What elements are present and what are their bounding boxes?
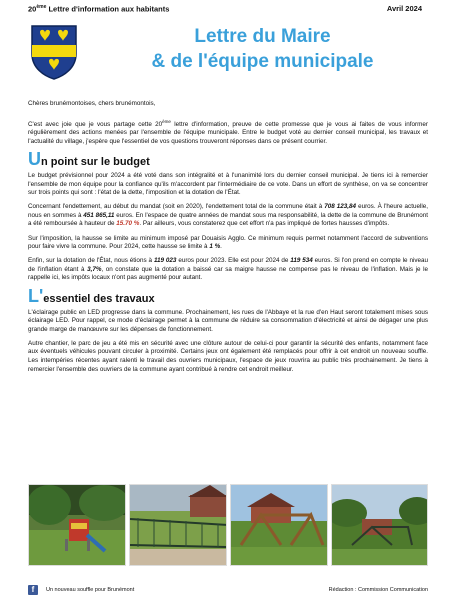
section-title-travaux: L'essentiel des travaux (28, 285, 155, 306)
budget-paragraph-dotation: Enfin, sur la dotation de l'État, nous étions à 119 023 euros pour 2023. Elle est pour 2024 de 119 534 euros. Si l'on prend en compte le niveau de l'inflation étant à 3,7%, on constate que la dotation a baissé car sa maigre hausse ne compense pas le niveau de l'inflation. Mais je le rappelle ici, les impôts locaux n'ont pas augmenté pour autant. (28, 257, 429, 282)
photo-playground-wide (331, 484, 428, 566)
letter-body (28, 100, 428, 380)
budget-paragraph-tax: Sur l'imposition, la hausse se limite au minimum imposé par Douaisis Agglo. Ce minimum requis permet notamment l'accord de subventions pour faire vivre la commune. Pour 2024, cette hausse se limite à 1 %. (28, 234, 428, 251)
header-bar (28, 4, 422, 16)
section-title-budget: Un point sur le budget (28, 148, 150, 169)
photo-playground-fence (129, 484, 227, 566)
budget-paragraph-1: Le budget prévisionnel pour 2024 a été voté dans son intégralité et à l'unanimité lors du dernier conseil municipal. Je tiens ici à remercier l'ensemble de mon équipe pour la confiance qu'ils m'accordent par l'intermédiaire de ce vote. Dans un effort de synthèse, on va se concentrer sur trois points qui sont : l'état de la dette, l'imposition et la dotation de l'État. (28, 171, 428, 197)
facebook-page-name[interactable]: Un nouveau souffle pour Brunémont (46, 587, 135, 593)
photo-playground-swings (230, 484, 328, 566)
photo-strip (28, 484, 428, 566)
facebook-icon[interactable]: f (28, 585, 38, 595)
greeting: Chères brunémontoises, chers brunémontois, (28, 100, 156, 107)
title-line-2: & de l'équipe municipale (151, 51, 374, 72)
editorial-credit: Rédaction : Commission Communication (328, 587, 428, 593)
photo-playground-slide (28, 484, 126, 566)
travaux-paragraph-2: Autre chantier, le parc de jeu a été mis en sécurité avec une clôture autour de celui-ci pour garantir la sécurité des enfants, notamment face aux éventuels véhicules pouvant circuler à proximité. Certains jeux ont également été remplacés pour offrir à cet endroit un nouveau souffle. Les intempéries récentes ayant ralenti le travail des ouvriers municipaux, l'espace de jeux rouvrira au public très prochainement. Je tiens à remercier l'ensemble des ouvriers de la commune ayant contribué à rendre cet endroit meilleur. (28, 339, 428, 373)
issue-label: 20ème Lettre d'information aux habitants (28, 4, 170, 14)
budget-paragraph-debt: Concernant l'endettement, au début du mandat (soit en 2020), l'endettement total de la commune était à 708 123,84 euros. À l'heure actuelle, nous en sommes à 451 865,11 euros. En l'espace de quatre années de mandat sous ma responsabilité, la dette de la commune de Brunémont a été remboursée à hauteur de 15.70 %. Par ailleurs, vous constaterez que cet effort n'a pas impliqué de fortes hausses d'impôts. (28, 203, 429, 228)
intro-paragraph: C'est avec joie que je vous partage cette 20ème lettre d'information, preuve de cette promesse que je vous ai faites de vous informer régulièrement des actions menées par l'ensemble de l'équipe municipale. Entre le budget voté au dernier conseil municipal, les travaux et l'actualité du village, j'espère que l'essentiel de vos questions trouveront réponses dans ce présent courrier. (28, 118, 428, 145)
town-crest (30, 24, 78, 80)
footer (28, 585, 428, 597)
issue-date: Avril 2024 (386, 4, 422, 13)
travaux-paragraph-1: L'éclairage public en LED progresse dans la commune. Prochainement, les rues de l'Abbaye et la rue d'en Haut seront totalement mises sous éclairage LED. Pour rappel, ce mode d'éclairage permet à la commune de réduire sa consommation d'électricité et ainsi de dégager une plus grande marge de manœuvre sur les dépenses de fonctionnement. (28, 308, 428, 333)
page-title (95, 24, 430, 74)
title-line-1: Lettre du Maire (194, 26, 331, 47)
